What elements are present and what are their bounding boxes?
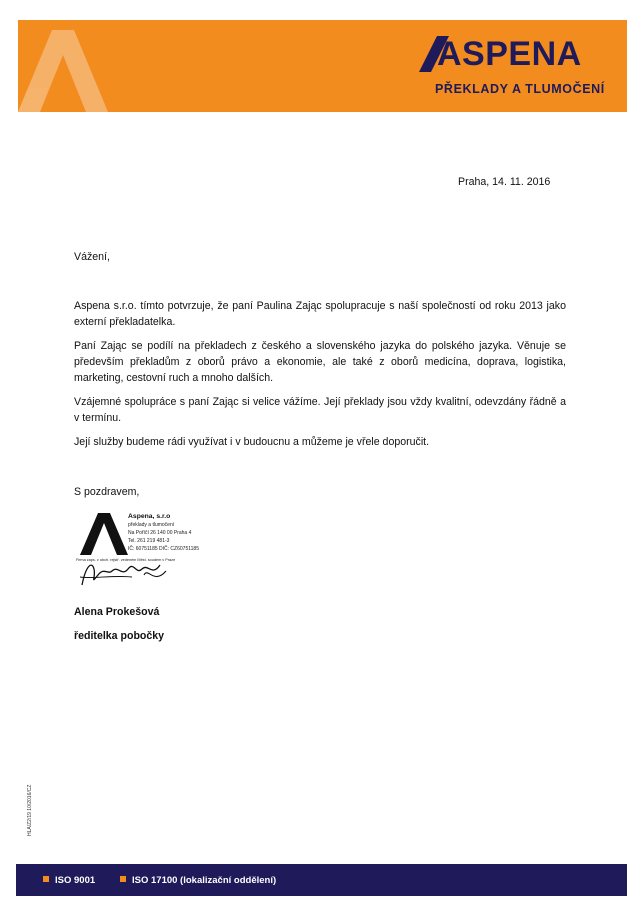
paragraph: Aspena s.r.o. tímto potvrzuje, že paní Paulina Zając spolupracuje s naší společností od roku 2013 jako externí překladatelka. (74, 300, 566, 328)
closing: S pozdravem, (74, 486, 140, 498)
bullet-icon (120, 876, 126, 882)
paragraph: Paní Zając se podílí na překladech z českého a slovenského jazyka do polského jazyka. Věnuje se především překladům z oborů právo a ekonomie, ale také z oborů medicína, doprava, logistika, marketing, cestovní ruch a mnoho dalších. (74, 340, 566, 384)
stamp-line: Tel. 261 219 481-3 (128, 538, 170, 544)
stamp-line: Na Poříčí 26 140 00 Praha 4 (128, 530, 192, 536)
salutation: Vážení, (74, 251, 110, 263)
signer-name: Alena Prokešová (74, 606, 160, 618)
paragraph: Vzájemné spolupráce s paní Zając si velice vážíme. Její překlady jsou vždy kvalitní, odevzdány řádně a v termínu. (74, 396, 566, 424)
aspena-logo (419, 36, 609, 106)
stamp-company: Aspena, s.r.o (128, 513, 171, 520)
brand-tagline: PŘEKLADY A TLUMOČENÍ (435, 82, 605, 96)
bullet-icon (43, 876, 49, 882)
header-banner (18, 20, 627, 112)
cert-label: ISO 17100 (lokalizační oddělení) (132, 875, 277, 886)
document-code: HLA/Z2/19 10/2016/CZ (27, 784, 33, 836)
stamp-line: překlady a tlumočení (128, 522, 175, 528)
cert-item (120, 875, 276, 886)
aspena-watermark-logo (18, 20, 108, 112)
letter-date: Praha, 14. 11. 2016 (458, 176, 551, 188)
signature-stroke (82, 565, 160, 585)
stamp-line: Firma zaps. v obch. rejstř. vedeném Měst. soudem v Praze (76, 558, 176, 562)
signature-stroke (80, 576, 132, 577)
stamp-line: IČ: 60751185 DIČ: CZ60751185 (128, 546, 199, 552)
paragraph: Její služby budeme rádi využívat i v budoucnu a můžeme je vřele doporučit. (74, 436, 430, 448)
signer-title: ředitelka pobočky (74, 630, 165, 642)
cert-label: ISO 9001 (55, 875, 96, 886)
brand-name: ASPENA (437, 35, 582, 73)
company-stamp-signature (72, 505, 232, 591)
footer-bar (16, 864, 627, 896)
cert-item (43, 875, 95, 886)
signature-stroke (144, 571, 166, 577)
